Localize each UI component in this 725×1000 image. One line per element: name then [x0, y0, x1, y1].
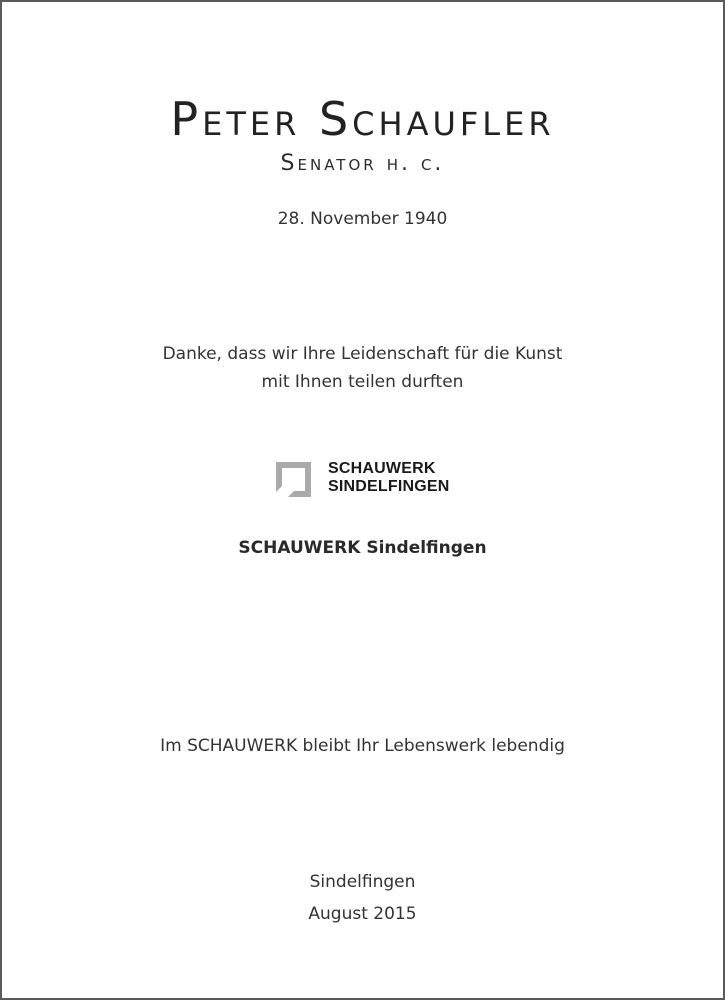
schauwerk-logo [276, 460, 466, 498]
thanks-line-1: Danke, dass wir Ihre Leidenschaft für die Kunst [162, 344, 563, 364]
logo-line-2: SINDELFINGEN [328, 478, 450, 495]
closing-date: August 2015 [308, 904, 417, 924]
logo-line-1: SCHAUWERK [328, 460, 436, 477]
thanks-line-2: mit Ihnen teilen durften [261, 372, 464, 392]
legacy-message: Im SCHAUWERK bleibt Ihr Lebenswerk lebendig [160, 736, 565, 756]
closing-block [2, 866, 723, 930]
schauwerk-logo-icon [276, 462, 311, 497]
deceased-name: Peter Schaufler [170, 92, 555, 146]
birth-date: 28. November 1940 [277, 209, 448, 229]
organization-name: SCHAUWERK Sindelfingen [238, 538, 487, 558]
logo-wordmark [328, 460, 450, 496]
honorary-title: Senator h. c. [280, 151, 445, 176]
thanks-message [2, 340, 723, 396]
closing-place: Sindelfingen [309, 872, 416, 892]
